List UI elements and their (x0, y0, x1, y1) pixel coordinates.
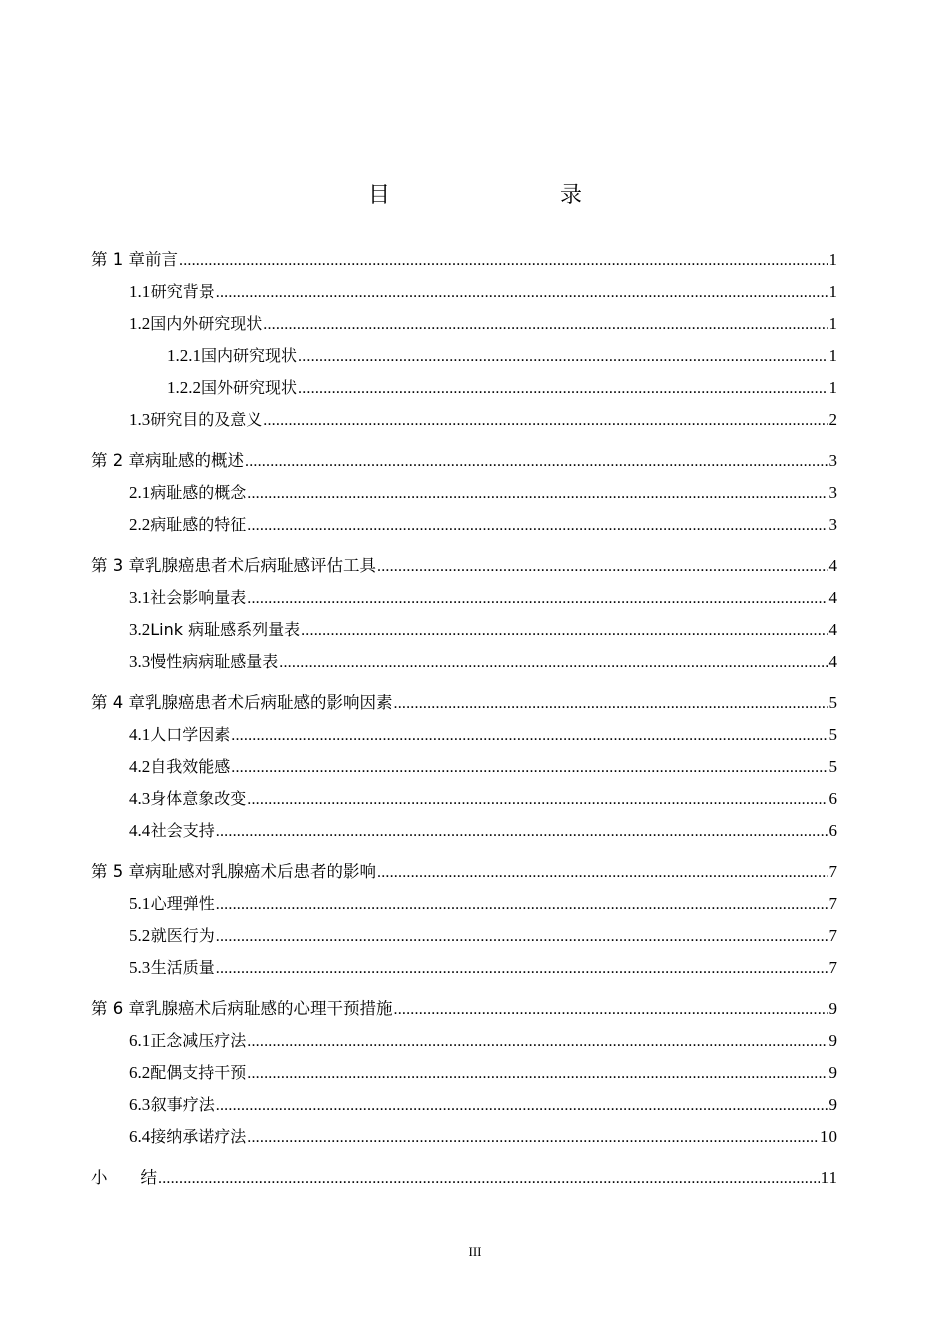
toc-dot-leader (179, 245, 828, 277)
toc-dot-leader (216, 277, 828, 309)
toc-entry-title: Link 病耻感系列量表 (150, 620, 301, 639)
toc-entry-number: 3.1 (129, 588, 151, 607)
toc-section-entry[interactable] (91, 340, 837, 372)
toc-section-entry[interactable] (91, 719, 837, 751)
toc-page-number: 4 (828, 652, 837, 671)
toc-entry-title: 病耻感的特征 (150, 515, 247, 534)
toc-entry-number: 3.3 (129, 652, 151, 671)
toc-entry-number: 6.3 (129, 1095, 151, 1114)
toc-dot-leader (279, 647, 827, 679)
toc-section-entry[interactable] (91, 646, 837, 678)
toc-chapter-entry[interactable] (91, 445, 837, 477)
toc-entry-title: 国内研究现状 (201, 346, 298, 365)
toc-page-number: 1 (828, 378, 837, 397)
toc-section-entry[interactable] (91, 1057, 837, 1089)
toc-entry-title: 社会支持 (150, 821, 215, 840)
table-of-contents (91, 244, 837, 1194)
toc-page-number: 5 (828, 725, 837, 744)
toc-entry-title: 前言 (145, 250, 178, 269)
toc-dot-leader (301, 615, 827, 647)
toc-entry-number: 6.4 (129, 1127, 151, 1146)
toc-page-number: 3 (828, 483, 837, 502)
toc-section-entry[interactable] (91, 509, 837, 541)
toc-section-entry[interactable] (91, 751, 837, 783)
toc-section-entry[interactable] (91, 1025, 837, 1057)
toc-section-entry[interactable] (91, 276, 837, 308)
toc-entry-title: 就医行为 (150, 926, 215, 945)
toc-page-number: 1 (828, 346, 837, 365)
toc-entry-title: 乳腺癌患者术后病耻感的影响因素 (145, 693, 393, 712)
toc-entry-number: 6.2 (129, 1063, 151, 1082)
toc-page-number: 7 (828, 958, 837, 977)
toc-entry-number: 6.1 (129, 1031, 151, 1050)
toc-section-entry[interactable] (91, 815, 837, 847)
toc-dot-leader (263, 309, 827, 341)
toc-entry-number: 小 结 (91, 1168, 157, 1187)
toc-page-number: 9 (828, 1063, 837, 1082)
toc-entry-number: 4.3 (129, 789, 151, 808)
toc-entry-title: 自我效能感 (150, 757, 231, 776)
toc-dot-leader (247, 583, 827, 615)
toc-entry-number: 5.2 (129, 926, 151, 945)
toc-dot-leader (158, 1163, 820, 1195)
toc-entry-number: 4.4 (129, 821, 151, 840)
toc-dot-leader (247, 784, 827, 816)
toc-entry-number: 3.2 (129, 620, 151, 639)
toc-section-entry[interactable] (91, 888, 837, 920)
toc-entry-title: 病耻感的概念 (150, 483, 247, 502)
toc-entry-title: 正念减压疗法 (150, 1031, 247, 1050)
toc-entry-title: 乳腺癌术后病耻感的心理干预措施 (145, 999, 393, 1018)
toc-page-number: 3 (828, 515, 837, 534)
toc-entry-number: 第 6 章 (91, 999, 145, 1018)
toc-page-number: 2 (828, 410, 837, 429)
toc-section-entry[interactable] (91, 404, 837, 436)
toc-entry-title: 人口学因素 (150, 725, 231, 744)
toc-page-number: 4 (828, 620, 837, 639)
toc-page-number: 4 (828, 556, 837, 575)
toc-dot-leader (377, 551, 828, 583)
toc-page-number: 9 (828, 1031, 837, 1050)
toc-page-number: 9 (828, 999, 837, 1018)
toc-entry-title: 国外研究现状 (201, 378, 298, 397)
toc-entry-number: 4.1 (129, 725, 151, 744)
toc-section-entry[interactable] (91, 1089, 837, 1121)
toc-entry-number: 第 5 章 (91, 862, 145, 881)
toc-dot-leader (216, 1090, 828, 1122)
toc-entry-number: 2.1 (129, 483, 151, 502)
toc-dot-leader (216, 921, 828, 953)
toc-dot-leader (216, 816, 828, 848)
toc-entry-title: 社会影响量表 (150, 588, 247, 607)
toc-dot-leader (247, 510, 827, 542)
toc-page-number: 7 (828, 862, 837, 881)
toc-section-entry[interactable] (91, 582, 837, 614)
toc-chapter-entry[interactable] (91, 856, 837, 888)
toc-section-entry[interactable] (91, 1121, 837, 1153)
toc-section-entry[interactable] (91, 783, 837, 815)
toc-entry-number: 第 1 章 (91, 250, 145, 269)
toc-page-number: 11 (820, 1168, 837, 1187)
toc-chapter-entry[interactable] (91, 244, 837, 276)
toc-section-entry[interactable] (91, 308, 837, 340)
toc-page-number: 4 (828, 588, 837, 607)
toc-chapter-entry[interactable] (91, 687, 837, 719)
toc-entry-title: 国内外研究现状 (150, 314, 263, 333)
toc-chapter-entry[interactable] (91, 993, 837, 1025)
toc-entry-number: 1.2 (129, 314, 151, 333)
toc-section-entry[interactable] (91, 372, 837, 404)
toc-chapter-entry[interactable] (91, 550, 837, 582)
toc-dot-leader (231, 720, 827, 752)
toc-entry-title: 身体意象改变 (150, 789, 247, 808)
toc-entry-title: 生活质量 (150, 958, 215, 977)
toc-entry-title: 病耻感的概述 (145, 451, 244, 470)
toc-entry-number: 第 3 章 (91, 556, 145, 575)
toc-entry-title: 乳腺癌患者术后病耻感评估工具 (145, 556, 376, 575)
toc-dot-leader (247, 1058, 827, 1090)
toc-page-number: 10 (820, 1127, 837, 1146)
toc-entry-title: 心理弹性 (150, 894, 215, 913)
toc-entry-title: 研究背景 (150, 282, 215, 301)
toc-entry-title: 病耻感对乳腺癌术后患者的影响 (145, 862, 376, 881)
toc-page-number: 1 (828, 282, 837, 301)
toc-dot-leader (298, 341, 827, 373)
toc-page-number: 6 (828, 821, 837, 840)
toc-page-number: 1 (828, 314, 837, 333)
toc-dot-leader (231, 752, 827, 784)
toc-dot-leader (216, 953, 828, 985)
toc-dot-leader (263, 405, 827, 437)
toc-section-entry[interactable] (91, 477, 837, 509)
toc-dot-leader (247, 1122, 819, 1154)
toc-dot-leader (216, 889, 828, 921)
page-number-footer: III (468, 1244, 482, 1259)
toc-dot-leader (394, 688, 828, 720)
toc-dot-leader (247, 478, 827, 510)
toc-dot-leader (247, 1026, 827, 1058)
toc-dot-leader (377, 857, 828, 889)
toc-entry-title: 慢性病病耻感量表 (150, 652, 279, 671)
toc-dot-leader (394, 994, 828, 1026)
toc-dot-leader (245, 446, 828, 478)
toc-entry-number: 1.2.2 (167, 378, 201, 397)
toc-page-number: 3 (828, 451, 837, 470)
toc-entry-title: 研究目的及意义 (150, 410, 263, 429)
toc-entry-title: 接纳承诺疗法 (150, 1127, 247, 1146)
toc-page-number: 5 (828, 693, 837, 712)
toc-entry-number: 5.3 (129, 958, 151, 977)
toc-page-number: 7 (828, 894, 837, 913)
toc-page-number: 6 (828, 789, 837, 808)
toc-section-entry[interactable] (91, 952, 837, 984)
toc-entry-title: 叙事疗法 (150, 1095, 215, 1114)
toc-section-entry[interactable] (91, 920, 837, 952)
page-title: 目 录 (367, 183, 624, 208)
toc-section-entry[interactable] (91, 614, 837, 646)
toc-entry-number: 1.3 (129, 410, 151, 429)
toc-page-number: 5 (828, 757, 837, 776)
toc-entry-number: 5.1 (129, 894, 151, 913)
toc-entry-number: 4.2 (129, 757, 151, 776)
toc-entry-title: 配偶支持干预 (150, 1063, 247, 1082)
toc-chapter-entry[interactable] (91, 1162, 837, 1194)
toc-page-number: 1 (828, 250, 837, 269)
toc-entry-number: 1.2.1 (167, 346, 201, 365)
toc-page-number: 9 (828, 1095, 837, 1114)
toc-entry-number: 第 4 章 (91, 693, 145, 712)
toc-entry-number: 1.1 (129, 282, 151, 301)
toc-dot-leader (298, 373, 827, 405)
toc-page-number: 7 (828, 926, 837, 945)
toc-entry-number: 第 2 章 (91, 451, 145, 470)
toc-entry-number: 2.2 (129, 515, 151, 534)
